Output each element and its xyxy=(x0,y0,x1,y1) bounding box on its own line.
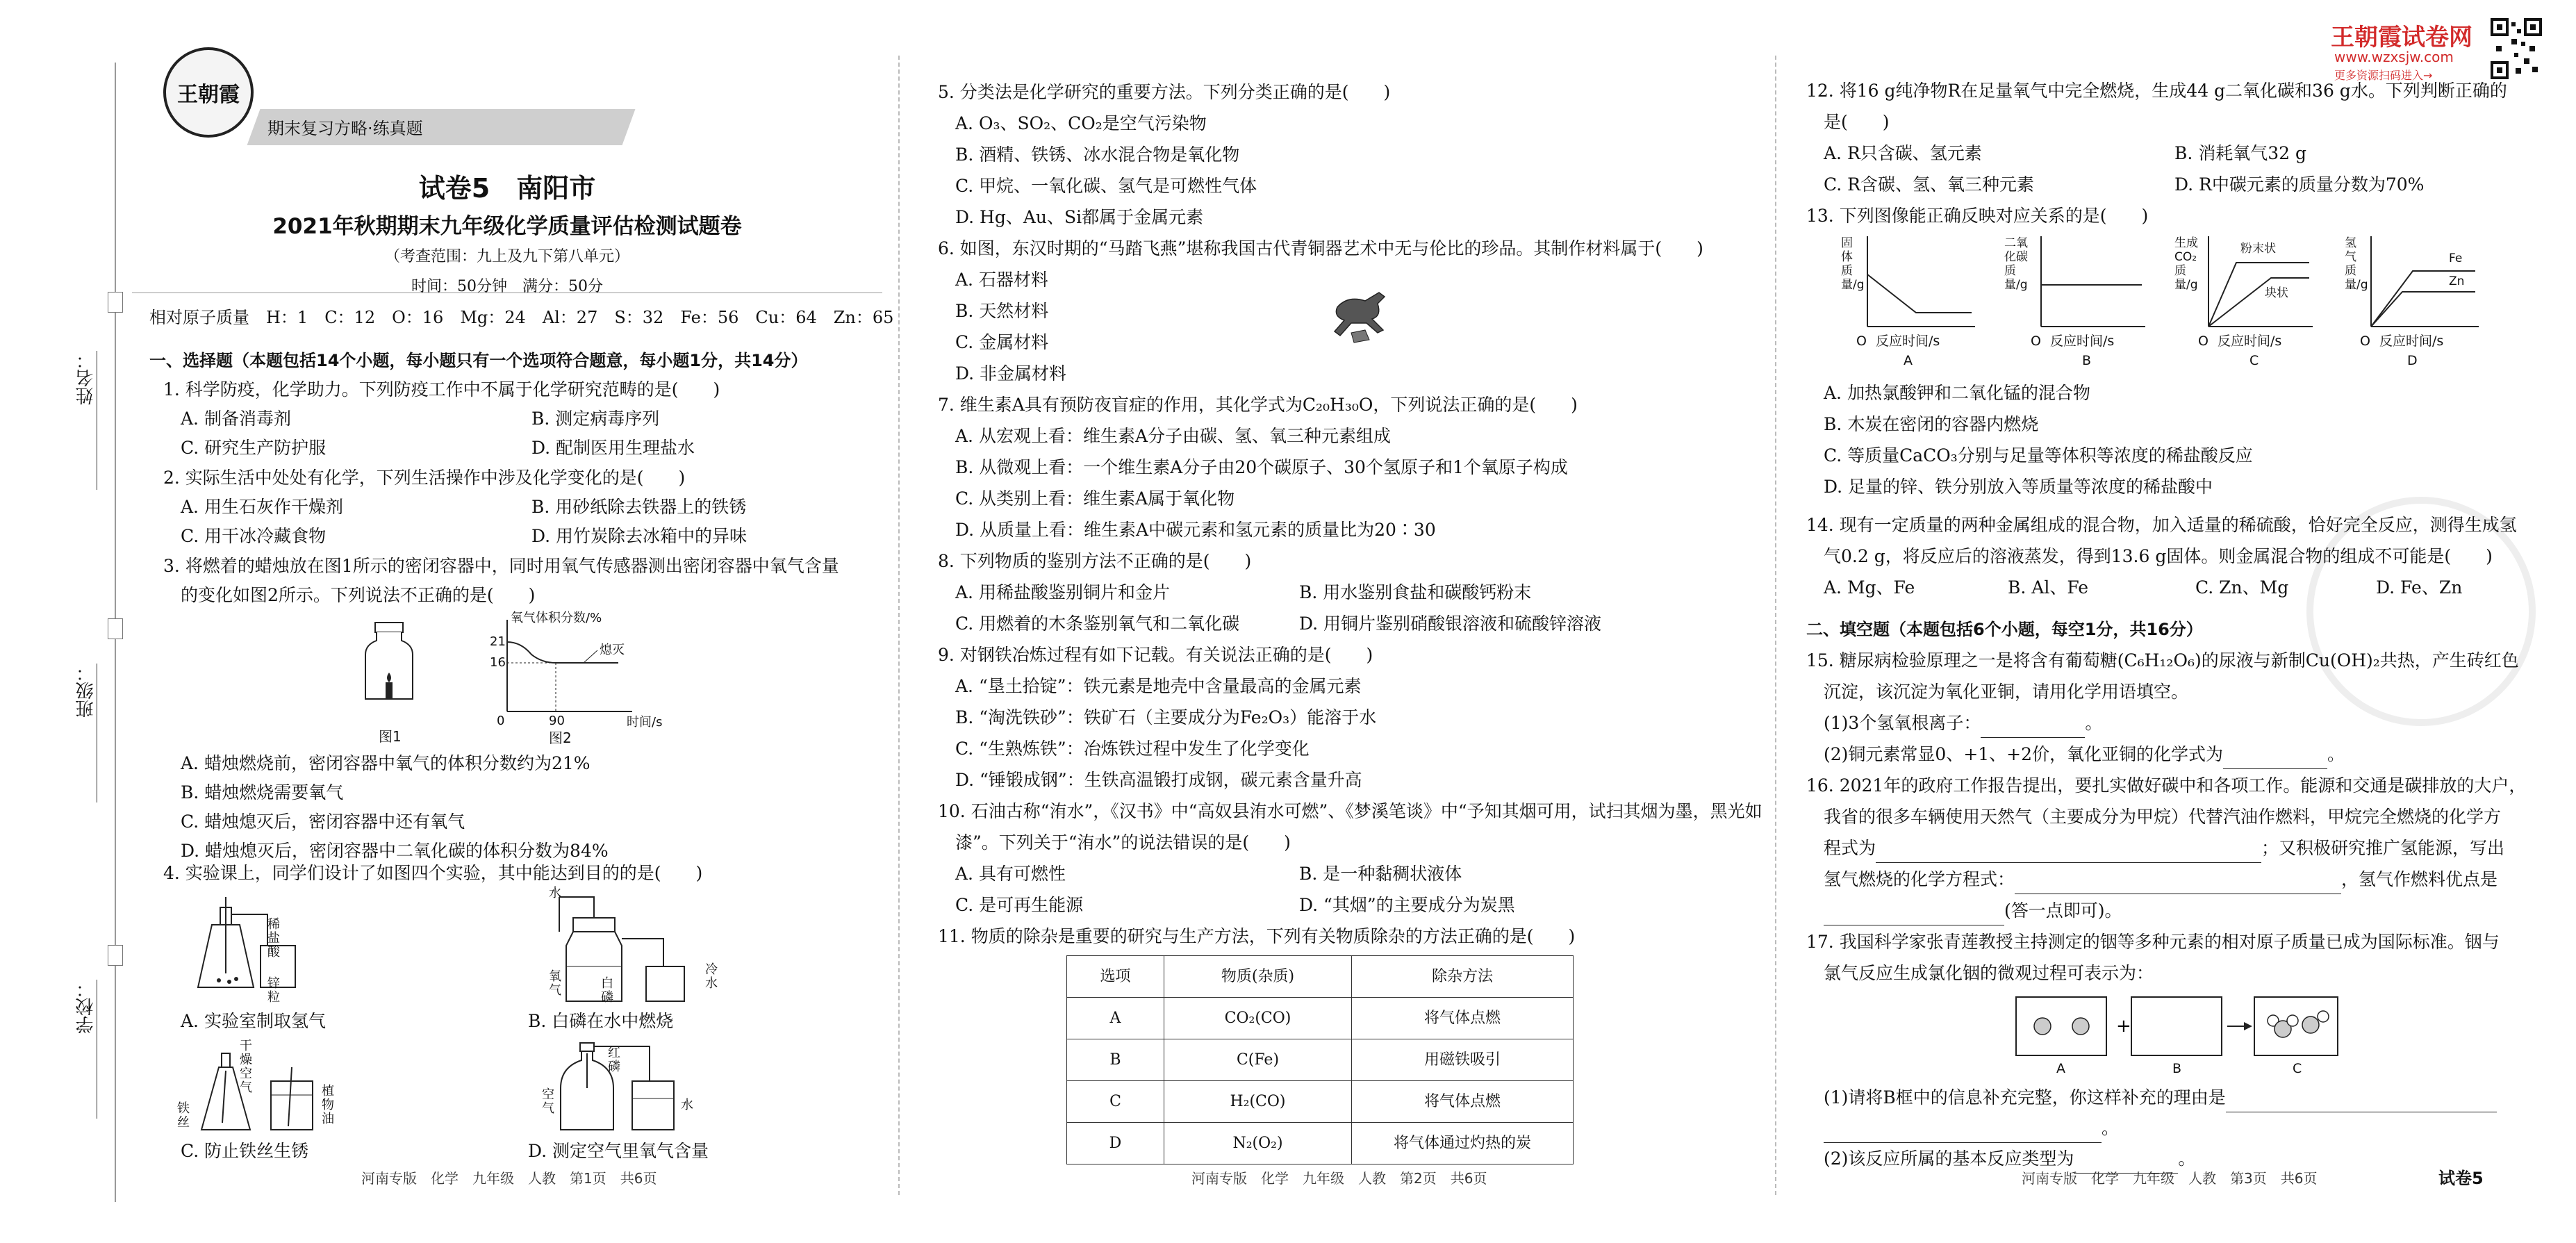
q17-box-b-label: B xyxy=(2172,1061,2182,1076)
q17-micro-diagram xyxy=(2015,996,2341,1058)
q4-label-d1: 空气 xyxy=(542,1087,554,1116)
graph-c-line2-label: 块状 xyxy=(2265,286,2288,300)
graph-c-letter: C xyxy=(2249,353,2259,368)
q16-line3 xyxy=(1824,834,2504,863)
q15-sub2-text: (2)铜元素常显0、+1、+2价，氧化亚铜的化学式为 xyxy=(1824,744,2224,764)
q10-option-c[interactable]: C. 是可再生能源 xyxy=(955,895,1084,915)
question-7 xyxy=(938,390,1744,540)
page-divider xyxy=(1775,56,1776,1195)
graph-d-line2-label: Zn xyxy=(2449,274,2465,288)
section1-heading: 一、选择题（本题包括14个小题，每小题只有一个选项符合题意，每小题1分，共14分） xyxy=(149,351,808,370)
question-10 xyxy=(938,797,1762,922)
q8-option-c[interactable]: C. 用燃着的木条鉴别氧气和二氧化碳 xyxy=(955,614,1240,634)
series-tag: 期末复习方略·练真题 xyxy=(267,119,423,138)
q3-fig2-y21: 21 xyxy=(490,634,506,649)
question-9 xyxy=(938,641,1744,790)
table-header: 除杂方法 xyxy=(1352,956,1574,998)
q15-line1: 15. 糖尿病检验原理之一是将含有葡萄糖(C₆H₁₂O₆)的尿液与新制Cu(OH)₂共热，产生砖红色 xyxy=(1806,650,2519,670)
q4-fig-c xyxy=(191,1046,330,1137)
exam-scope: （考查范围：九上及九下第八单元） xyxy=(384,248,629,265)
q13-stem: 13. 下列图像能正确反映对应关系的是( ) xyxy=(1806,206,2149,226)
q10-option-a[interactable]: A. 具有可燃性 xyxy=(955,864,1066,884)
q9-stem: 9. 对钢铁冶炼过程有如下记载。有关说法正确的是( ) xyxy=(938,645,1373,665)
q17-sub1 xyxy=(1824,1083,2497,1112)
q17-sub1-cont: 。 xyxy=(1824,1114,2119,1143)
q15-sub2: (2)铜元素常显0、+1、+2价，氧化亚铜的化学式为 。 xyxy=(1824,740,2345,769)
table-cell: H₂(CO) xyxy=(1164,1081,1352,1123)
table-cell: 用磁铁吸引 xyxy=(1352,1039,1574,1081)
q4-label-c1: 干燥空气 xyxy=(240,1039,252,1095)
graph-a-letter: A xyxy=(1904,353,1913,368)
q5-option-c[interactable]: C. 甲烷、一氧化碳、氢气是可燃性气体 xyxy=(955,176,1257,196)
q7-stem: 7. 维生素A具有预防夜盲症的作用，其化学式为C₂₀H₃₀O，下列说法正确的是( ) xyxy=(938,395,1578,415)
q16-blank-1[interactable] xyxy=(1876,841,2261,863)
q14-stem-line1: 14. 现有一定质量的两种金属组成的混合物，加入适量的稀硫酸，恰好完全反应，测得生成氢 xyxy=(1806,515,2517,535)
q4-label-b3: 白磷 xyxy=(601,976,613,1005)
q1-option-b[interactable]: B. 测定病毒序列 xyxy=(531,409,660,429)
q17-sub1-text: (1)请将B框中的信息补充完整，你这样补充的理由是 xyxy=(1824,1087,2226,1108)
name-field[interactable] xyxy=(73,351,101,511)
graph-d-letter: D xyxy=(2407,353,2418,368)
graph-c-ylabel: 生成CO₂质量/g xyxy=(2174,236,2198,292)
table-row xyxy=(1067,1123,1574,1164)
q8-option-a[interactable]: A. 用稀盐酸鉴别铜片和金片 xyxy=(955,582,1170,602)
brand-logo xyxy=(163,47,254,138)
page-divider xyxy=(898,56,900,1195)
q12-option-c[interactable]: C. R含碳、氢、氧三种元素 xyxy=(1824,174,2034,195)
q14-option-a[interactable]: A. Mg、Fe xyxy=(1824,577,1915,598)
q4-label-a2: 锌粒 xyxy=(267,976,280,1005)
school-label: 学校： xyxy=(76,980,97,1034)
question-14 xyxy=(1806,511,2543,604)
table-cell: A xyxy=(1067,998,1164,1039)
section2-heading: 二、填空题（本题包括6个小题，每空1分，共16分） xyxy=(1806,620,2203,639)
table-row xyxy=(1067,1081,1574,1123)
q16-line4-a: 氢气燃烧的化学方程式： xyxy=(1824,869,2015,889)
q3-option-d[interactable]: D. 蜡烛熄灭后，密闭容器中二氧化碳的体积分数为84% xyxy=(181,841,609,861)
graph-c-line1-label: 粉末状 xyxy=(2240,242,2276,256)
q9-option-b[interactable]: B. “淘洗铁砂”：铁矿石（主要成分为Fe₂O₃）能溶于水 xyxy=(955,707,1377,727)
table-cell: N₂(O₂) xyxy=(1164,1123,1352,1164)
q4-label-a1: 稀盐酸 xyxy=(267,917,280,960)
question-2 xyxy=(163,463,886,550)
q12-option-d[interactable]: D. R中碳元素的质量分数为70% xyxy=(2174,174,2425,195)
q4-label-b1: 水 xyxy=(549,886,561,900)
q16-line2: 我省的很多车辆使用天然气（主要成分为甲烷）代替汽油作燃料，甲烷完全燃烧的化学方 xyxy=(1824,807,2502,827)
q10-option-b[interactable]: B. 是一种黏稠状液体 xyxy=(1299,864,1462,884)
table-row xyxy=(1067,1039,1574,1081)
paper-tag: 试卷5 xyxy=(2438,1169,2484,1188)
bronze-horse-image xyxy=(1323,276,1400,352)
table-cell: 将气体通过灼热的炭 xyxy=(1352,1123,1574,1164)
graph-d-plot xyxy=(2364,236,2482,334)
q2-option-d[interactable]: D. 用竹炭除去冰箱中的异味 xyxy=(531,526,748,546)
graph-c-origin: O xyxy=(2198,334,2208,349)
q15-sub1-text: (1)3个氢氧根离子： xyxy=(1824,713,1981,733)
name-label: 姓名： xyxy=(76,351,97,405)
q4-label-c3: 铁丝 xyxy=(177,1101,190,1130)
q17-sub2-text: (2)该反应所属的基本反应类型为 xyxy=(1824,1149,2074,1169)
q4-label-b4: 冷水 xyxy=(705,962,718,991)
q4-stem: 4. 实验课上，同学们设计了如图四个实验，其中能达到目的的是( ) xyxy=(163,863,703,883)
q3-fig2-graph xyxy=(479,614,639,725)
q16-line5 xyxy=(1824,896,2122,925)
q6-stem: 6. 如图，东汉时期的“马踏飞燕”堪称我国古代青铜器艺术中无与伦比的珍品。其制作材料属于( ) xyxy=(938,238,1703,258)
q3-fig1-jar xyxy=(361,621,417,705)
graph-d-line1-label: Fe xyxy=(2449,252,2463,265)
q3-fig2-origin: 0 xyxy=(497,714,505,728)
q6-option-c[interactable]: C. 金属材料 xyxy=(955,332,1049,352)
school-field[interactable] xyxy=(73,980,101,1139)
question-16 xyxy=(1806,771,2543,931)
q10-option-d[interactable]: D. “其烟”的主要成分为炭黑 xyxy=(1299,895,1515,915)
question-3 xyxy=(163,552,886,861)
graph-a-ylabel: 固体质量/g xyxy=(1841,236,1865,292)
graph-a-xlabel: 反应时间/s xyxy=(1876,334,1940,349)
q3-fig2-x90: 90 xyxy=(549,714,565,728)
q2-option-c[interactable]: C. 用干冰冷藏食物 xyxy=(181,526,327,546)
site-name: 王朝霞试卷网 xyxy=(2331,24,2472,51)
q5-option-a[interactable]: A. O₃、SO₂、CO₂是空气污染物 xyxy=(955,113,1207,133)
q4-caption-c[interactable]: C. 防止铁丝生锈 xyxy=(181,1141,309,1161)
q9-option-d[interactable]: D. “锤锻成钢”：生铁高温锻打成钢，碳元素含量升高 xyxy=(955,770,1362,790)
exam-time-score: 时间：50分钟 满分：50分 xyxy=(411,278,603,295)
table-row xyxy=(1067,998,1574,1039)
q5-stem: 5. 分类法是化学研究的重要方法。下列分类正确的是( ) xyxy=(938,82,1391,102)
table-cell: D xyxy=(1067,1123,1164,1164)
q17-blank-1[interactable] xyxy=(2226,1090,2497,1112)
q2-option-a[interactable]: A. 用生石灰作干燥剂 xyxy=(181,497,343,517)
table-cell: B xyxy=(1067,1039,1164,1081)
q3-option-b[interactable]: B. 蜡烛燃烧需要氧气 xyxy=(181,782,344,802)
q6-option-a[interactable]: A. 石器材料 xyxy=(955,270,1048,290)
q16-line1: 16. 2021年的政府工作报告提出，要扎实做好碳中和各项工作。能源和交通是碳排放的大户， xyxy=(1806,775,2527,796)
q13-graph-a xyxy=(1841,236,1980,368)
q14-option-d[interactable]: D. Fe、Zn xyxy=(2376,577,2463,598)
question-4 xyxy=(163,859,886,1164)
graph-c-xlabel: 反应时间/s xyxy=(2218,334,2282,349)
q13-option-d[interactable]: D. 足量的锌、铁分别放入等质量等浓度的稀盐酸中 xyxy=(1824,477,2213,497)
q12-stem-line2: 是( ) xyxy=(1824,112,1890,132)
q6-option-b[interactable]: B. 天然材料 xyxy=(955,301,1049,321)
site-url[interactable]: www.wzxsjw.com xyxy=(2334,49,2454,65)
q16-line5-text: (答一点即可)。 xyxy=(2004,900,2122,921)
q15-line2: 沉淀，该沉淀为氧化亚铜，请用化学用语填空。 xyxy=(1824,682,2189,702)
q14-option-c[interactable]: C. Zn、Mg xyxy=(2195,577,2289,598)
page-1 xyxy=(132,0,894,1243)
q3-fig2-ylabel: 氧气体积分数/% xyxy=(511,611,602,625)
table-header-row xyxy=(1067,956,1574,998)
q14-option-b[interactable]: B. Al、Fe xyxy=(2008,577,2089,598)
q17-sub2: (2)该反应所属的基本反应类型为 。 xyxy=(1824,1144,2195,1174)
question-1 xyxy=(163,375,886,462)
graph-b-xlabel: 反应时间/s xyxy=(2050,334,2115,349)
paper-title: 试卷5 南阳市 xyxy=(418,173,596,204)
graph-b-plot xyxy=(2038,236,2149,334)
q17-box-a-label: A xyxy=(2056,1061,2065,1076)
question-6 xyxy=(938,234,1744,384)
q3-option-a[interactable]: A. 蜡烛燃烧前，密闭容器中氧气的体积分数约为21% xyxy=(181,753,591,773)
q3-stem-line2: 的变化如图2所示。下列说法不正确的是( ) xyxy=(181,585,536,605)
q17-box-c-label: C xyxy=(2293,1061,2302,1076)
q8-option-b[interactable]: B. 用水鉴别食盐和碳酸钙粉末 xyxy=(1299,582,1532,602)
graph-d-origin: O xyxy=(2360,334,2370,349)
q16-line3-a: 程式为 xyxy=(1824,838,1876,858)
q5-option-d[interactable]: D. Hg、Au、Si都属于金属元素 xyxy=(955,207,1204,227)
q10-stem-line1: 10. 石油古称“洧水”，《汉书》中“高奴县洧水可燃”、《梦溪笔谈》中“予知其烟可用，试扫其烟为墨，黑光如 xyxy=(938,801,1762,821)
q4-caption-a[interactable]: A. 实验室制取氢气 xyxy=(181,1011,326,1031)
graph-d-xlabel: 反应时间/s xyxy=(2379,334,2444,349)
question-15 xyxy=(1806,646,2543,771)
footer-page-3: 河南专版 化学 九年级 人教 第3页 共6页 xyxy=(2022,1170,2318,1187)
page-3 xyxy=(1792,0,2543,1243)
q2-stem: 2. 实际生活中处处有化学，下列生活操作中涉及化学变化的是( ) xyxy=(163,468,686,488)
q1-option-d[interactable]: D. 配制医用生理盐水 xyxy=(531,438,695,458)
graph-b-letter: B xyxy=(2082,353,2092,368)
q4-label-b2: 氧气 xyxy=(549,969,561,998)
q3-fig2-caption: 图2 xyxy=(549,730,572,746)
graph-a-origin: O xyxy=(1856,334,1867,349)
exam-subtitle: 2021年秋期期末九年级化学质量评估检测试题卷 xyxy=(272,214,742,239)
q13-option-c[interactable]: C. 等质量CaCO₃分别与足量等体积等浓度的稀盐酸反应 xyxy=(1824,445,2253,466)
svg-text:+: + xyxy=(2116,1016,2131,1037)
q17-blank-2[interactable] xyxy=(1824,1121,2102,1143)
footer-page-2: 河南专版 化学 九年级 人教 第2页 共6页 xyxy=(1191,1170,1487,1187)
q5-option-b[interactable]: B. 酒精、铁锈、冰水混合物是氧化物 xyxy=(955,145,1240,165)
footer-page-1: 河南专版 化学 九年级 人教 第1页 共6页 xyxy=(361,1170,657,1187)
q12-option-a[interactable]: A. R只含碳、氢元素 xyxy=(1824,143,1982,163)
site-slogan: 更多资源扫码进入→ xyxy=(2334,69,2433,82)
q13-graph-c xyxy=(2174,236,2320,368)
q15-blank-2[interactable] xyxy=(2223,747,2327,769)
q9-option-a[interactable]: A. “垦土拾锭”：铁元素是地壳中含量最高的金属元素 xyxy=(955,676,1362,696)
table-cell: C xyxy=(1067,1081,1164,1123)
question-13 xyxy=(1806,201,2543,507)
question-12 xyxy=(1806,76,2543,201)
atomic-mass-line: 相对原子质量 H：1 C：12 O：16 Mg：24 Al：27 S：32 Fe：56 Cu：64 Zn：65 xyxy=(149,308,894,327)
q15-blank-1[interactable] xyxy=(1981,716,2085,738)
graph-d-ylabel: 氢气质量/g xyxy=(2345,236,2368,292)
table-cell: C(Fe) xyxy=(1164,1039,1352,1081)
q4-fig-d xyxy=(545,1039,698,1137)
q11-table xyxy=(1066,955,1574,1164)
q7-option-a[interactable]: A. 从宏观上看：维生素A分子由碳、氢、氧三种元素组成 xyxy=(955,426,1392,446)
q8-option-d[interactable]: D. 用铜片鉴别硝酸银溶液和硫酸锌溶液 xyxy=(1299,614,1602,634)
q13-graph-d xyxy=(2345,236,2484,368)
table-header: 选项 xyxy=(1067,956,1164,998)
table-header: 物质(杂质) xyxy=(1164,956,1352,998)
question-8 xyxy=(938,547,1744,637)
q3-fig2-xlabel: 时间/s xyxy=(627,715,663,730)
table-cell: 将气体点燃 xyxy=(1352,1081,1574,1123)
q4-label-d3: 水 xyxy=(681,1098,693,1112)
logo-text: 王朝霞 xyxy=(177,83,240,107)
q7-option-b[interactable]: B. 从微观上看：一个维生素A分子由20个碳原子、30个氢原子和1个氧原子构成 xyxy=(955,457,1568,477)
q7-option-d[interactable]: D. 从质量上看：维生素A中碳元素和氢元素的质量比为20∶30 xyxy=(955,520,1436,540)
q7-option-c[interactable]: C. 从类别上看：维生素A属于氧化物 xyxy=(955,488,1235,509)
q2-option-b[interactable]: B. 用砂纸除去铁器上的铁锈 xyxy=(531,497,747,517)
table-cell: CO₂(CO) xyxy=(1164,998,1352,1039)
binding-mark xyxy=(108,945,123,966)
q1-option-c[interactable]: C. 研究生产防护服 xyxy=(181,438,327,458)
q14-stem-line2: 气0.2 g，将反应后的溶液蒸发，得到13.6 g固体。则金属混合物的组成不可能是( ) xyxy=(1824,546,2493,566)
question-5 xyxy=(938,78,1744,227)
q13-option-b[interactable]: B. 木炭在密闭的容器内燃烧 xyxy=(1824,414,2039,434)
q4-label-c2: 植物油 xyxy=(322,1084,334,1126)
question-17 xyxy=(1806,928,2543,1169)
question-11 xyxy=(938,922,1744,1172)
q17-line1: 17. 我国科学家张青莲教授主持测定的铟等多种元素的相对原子质量已成为国际标准。铟与 xyxy=(1806,932,2500,952)
q16-blank-3[interactable] xyxy=(1824,903,2004,925)
q11-stem: 11. 物质的除杂是重要的研究与生产方法，下列有关物质除杂的方法正确的是( ) xyxy=(938,926,1576,946)
q12-option-b[interactable]: B. 消耗氧气32 g xyxy=(2174,143,2307,163)
q16-line3-b: ；又积极研究推广氢能源，写出 xyxy=(2261,838,2505,858)
q16-blank-2[interactable] xyxy=(2015,872,2341,894)
binding-strip xyxy=(0,0,132,1243)
q12-stem-line1: 12. 将16 g纯净物R在足量氧气中完全燃烧，生成44 g二氧化碳和36 g水。下列判断正确的 xyxy=(1806,81,2507,101)
q1-option-a[interactable]: A. 制备消毒剂 xyxy=(181,409,291,429)
q10-stem-line2: 漆”。下列关于“洧水”的说法错误的是( ) xyxy=(955,832,1291,853)
q9-option-c[interactable]: C. “生熟炼铁”：冶炼铁过程中发生了化学变化 xyxy=(955,739,1310,759)
q3-stem-line1: 3. 将燃着的蜡烛放在图1所示的密闭容器中，同时用氧气传感器测出密闭容器中氧气含量 xyxy=(163,556,839,576)
q13-option-a[interactable]: A. 加热氯酸钾和二氧化锰的混合物 xyxy=(1824,383,2090,403)
table-cell: 将气体点燃 xyxy=(1352,998,1574,1039)
page-2 xyxy=(924,0,1762,1243)
q6-option-d[interactable]: D. 非金属材料 xyxy=(955,363,1067,384)
class-field[interactable] xyxy=(73,664,101,823)
class-label: 班级： xyxy=(76,664,97,718)
q16-line4 xyxy=(1824,865,2497,894)
q3-fig2-note: 熄灭 xyxy=(600,643,625,657)
q3-fig1-caption: 图1 xyxy=(379,728,402,745)
q4-label-d2: 红磷 xyxy=(608,1046,620,1074)
q8-stem: 8. 下列物质的鉴别方法不正确的是( ) xyxy=(938,551,1252,571)
graph-a-plot xyxy=(1860,236,1979,334)
qr-code-icon[interactable] xyxy=(2491,18,2542,79)
q4-fig-a xyxy=(191,897,316,1001)
q15-sub1: (1)3个氢氧根离子： 。 xyxy=(1824,709,2102,738)
graph-b-ylabel: 二氧化碳质量/g xyxy=(2004,236,2028,292)
binding-mark xyxy=(108,292,123,313)
q4-caption-b[interactable]: B. 白磷在水中燃烧 xyxy=(528,1011,674,1031)
q13-graph-b xyxy=(2004,236,2150,368)
binding-mark xyxy=(108,618,123,639)
q17-line2: 氯气反应生成氯化铟的微观过程可表示为： xyxy=(1824,963,2154,983)
q1-stem: 1. 科学防疫，化学助力。下列防疫工作中不属于化学研究范畴的是( ) xyxy=(163,379,720,400)
q3-option-c[interactable]: C. 蜡烛熄灭后，密闭容器中还有氧气 xyxy=(181,812,465,832)
graph-b-origin: O xyxy=(2031,334,2041,349)
q16-line4-b: ，氢气作燃料优点是 xyxy=(2341,869,2498,889)
q4-caption-d[interactable]: D. 测定空气里氧气含量 xyxy=(528,1141,709,1161)
q3-fig2-y16: 16 xyxy=(490,655,506,670)
